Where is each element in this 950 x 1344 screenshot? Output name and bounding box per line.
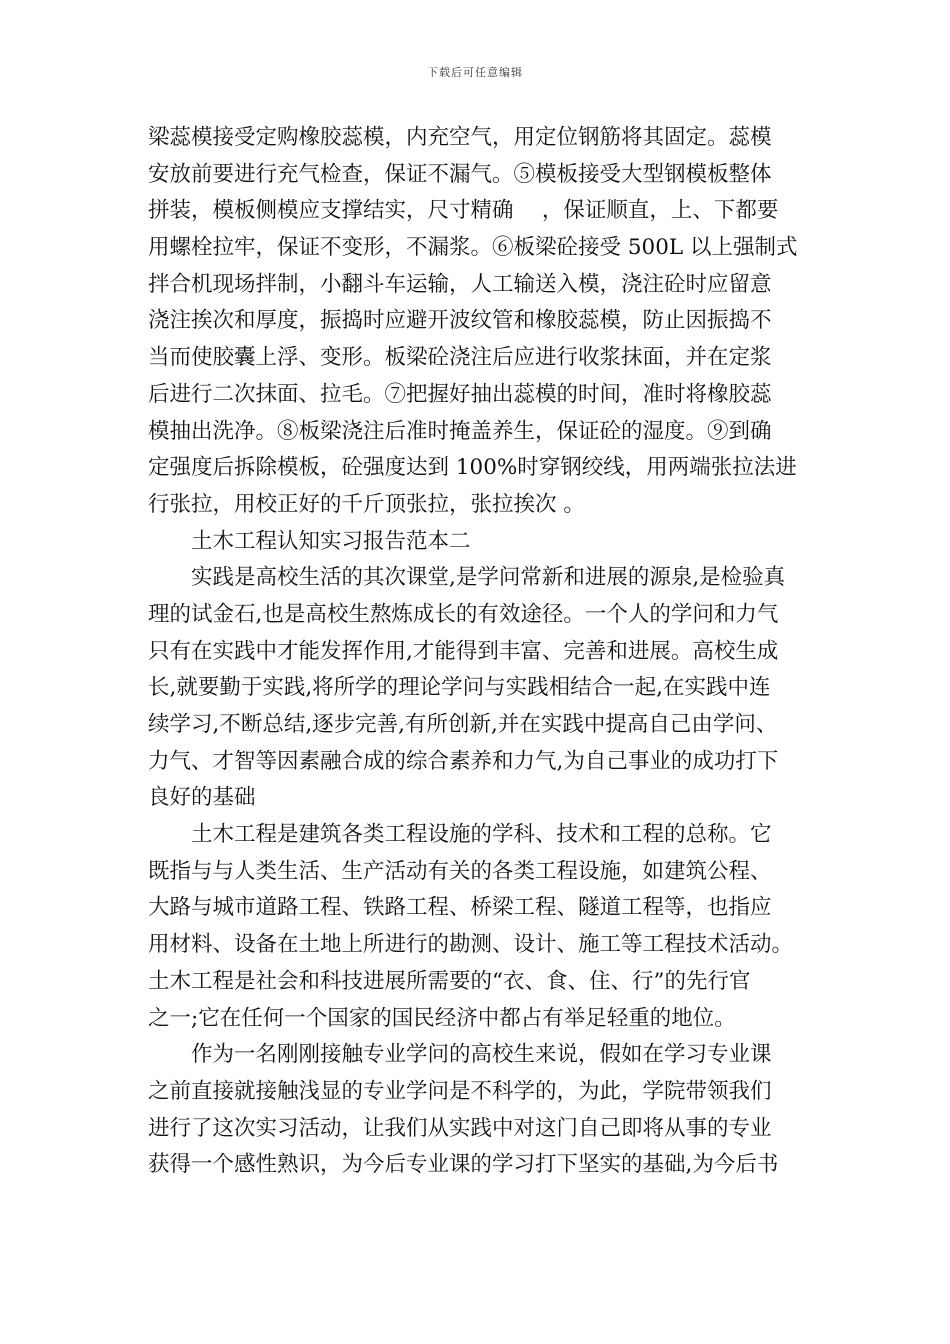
text-line: 获得一个感性熟识，为今后专业课的学习打下坚实的基础,为今后书 (148, 1152, 779, 1178)
text-line: 用螺栓拉牢，保证不变形，不漏浆。⑥板梁砼接受 500L 以上强制式 (148, 235, 798, 261)
text-line: 安放前要进行充气检查，保证不漏气。⑤模板接受大型钢模板整体 (148, 161, 772, 187)
text-line: 用材料、设备在土地上所进行的勘测、设计、施工等工程技术活动。 (148, 932, 794, 958)
text-line: 进行了这次实习活动，让我们从实践中对这门自己即将从事的专业 (148, 1115, 772, 1141)
text-line: 作为一名刚刚接触专业学问的高校生来说，假如在学习专业课 (191, 1042, 772, 1068)
text-line: 土木工程是建筑各类工程设施的学科、技术和工程的总称。它 (191, 822, 772, 848)
text-line: 当而使胶囊上浮、变形。板梁砼浇注后应进行收浆抹面，并在定浆 (148, 345, 772, 371)
header-note: 下载后可任意编辑 (427, 66, 523, 79)
text-line: 定强度后拆除模板，砼强度达到 100%时穿钢绞线，用两端张拉法进 (148, 455, 797, 481)
text-line: 良好的基础 (148, 785, 256, 811)
text-line: 续学习,不断总结,逐步完善,有所创新,并在实践中提高自己由学问、 (148, 712, 778, 737)
text-line: 拼装，模板侧模应支撑结实，尺寸精确 ，保证顺直，上、下都要 (148, 198, 779, 224)
text-line: 土木工程认知实习报告范本二 (191, 528, 471, 554)
text-line: 梁蕊模接受定购橡胶蕊模，内充空气，用定位钢筋将其固定。蕊模 (148, 125, 772, 150)
text-line: 实践是高校生活的其次课堂,是学问常新和进展的源泉,是检验真 (191, 565, 786, 591)
text-line: 土木工程是社会和科技进展所需要的“衣、食、住、行”的先行官 (148, 968, 751, 994)
text-line: 长,就要勤于实践,将所学的理论学问与实践相结合一起,在实践中连 (148, 675, 771, 701)
document-body (148, 120, 808, 1184)
text-line: 既指与与人类生活、生产活动有关的各类工程设施，如建筑公程、 (148, 858, 772, 884)
text-line: 只有在实践中才能发挥作用,才能得到丰富、完善和进展。高校生成 (148, 638, 779, 664)
text-line: 模抽出洗净。⑧板梁浇注后准时掩盖养生，保证砼的湿度。⑨到确 (148, 418, 772, 444)
text-line: 理的试金石,也是高校生熬炼成长的有效途径。一个人的学问和力气 (148, 601, 779, 627)
text-line: 后进行二次抹面、拉毛。⑦把握好抽出蕊模的时间，准时将橡胶蕊 (148, 381, 772, 407)
text-line: 之前直接就接触浅显的专业学问是不科学的，为此，学院带领我们 (148, 1078, 772, 1104)
text-line: 拌合机现场拌制，小翻斗车运输，人工输送入模，浇注砼时应留意 (148, 271, 772, 297)
text-line: 浇注挨次和厚度，振捣时应避开波纹管和橡胶蕊模，防止因振捣不 (148, 308, 772, 334)
text-line: 之一;它在任何一个国家的国民经济中都占有举足轻重的地位。 (148, 1005, 736, 1031)
text-line: 行张拉，用校正好的千斤顶张拉，张拉挨次 。 (148, 491, 585, 517)
text-line: 大路与城市道路工程、铁路工程、桥梁工程、隧道工程等，也指应 (148, 895, 772, 921)
text-line: 力气、才智等因素融合成的综合素养和力气,为自己事业的成功打下 (148, 748, 779, 774)
